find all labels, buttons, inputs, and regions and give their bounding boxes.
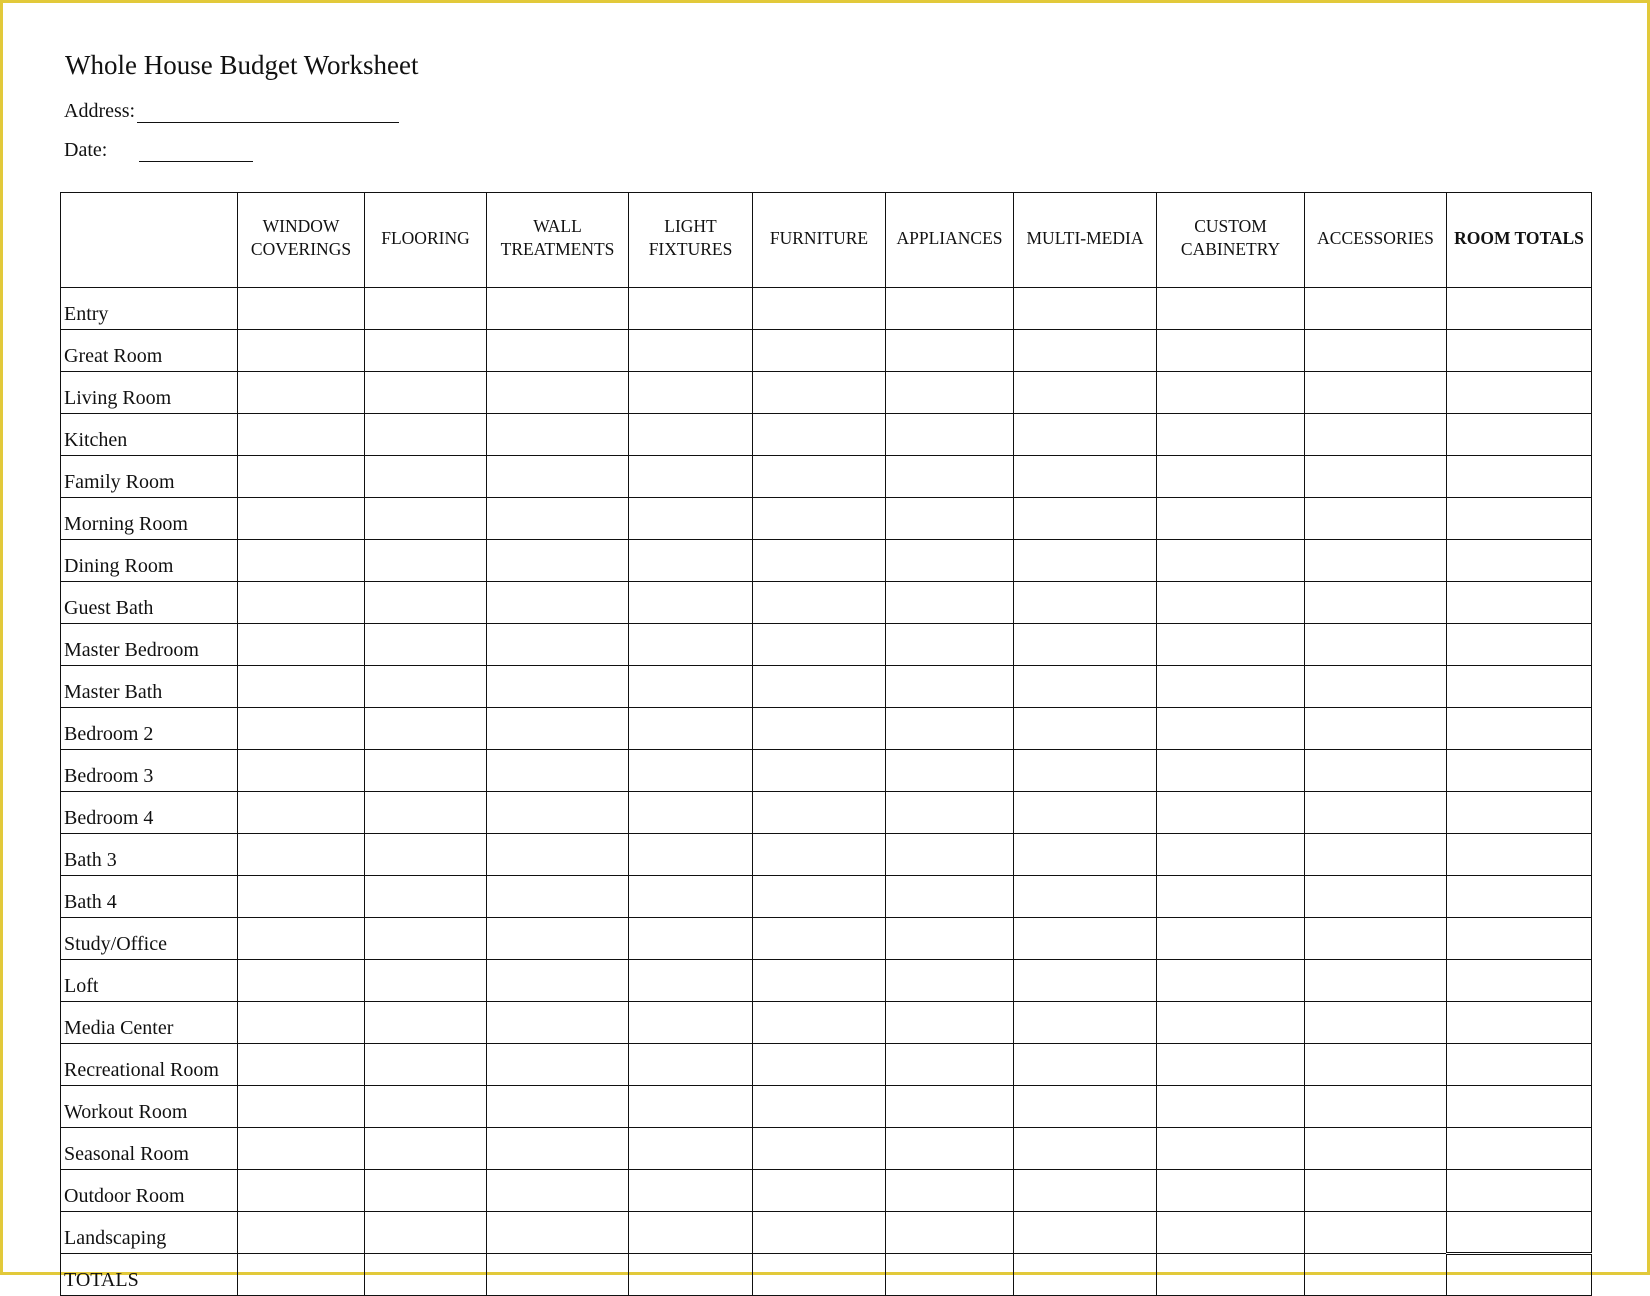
budget-cell-multi-media[interactable] <box>1014 1170 1157 1212</box>
budget-cell-accessories[interactable] <box>1305 960 1447 1002</box>
budget-cell-accessories[interactable] <box>1305 834 1447 876</box>
budget-cell-custom-cabinetry[interactable] <box>1157 330 1305 372</box>
budget-cell-appliances[interactable] <box>886 918 1014 960</box>
budget-cell-custom-cabinetry[interactable] <box>1157 1044 1305 1086</box>
table-row <box>61 960 1592 1002</box>
column-header-flooring: FLOORING <box>365 193 487 288</box>
budget-cell-flooring[interactable] <box>365 1086 487 1128</box>
budget-cell-custom-cabinetry[interactable] <box>1157 1002 1305 1044</box>
budget-cell-multi-media[interactable] <box>1014 792 1157 834</box>
budget-cell-room-totals[interactable] <box>1447 414 1592 456</box>
budget-cell-multi-media[interactable] <box>1014 834 1157 876</box>
budget-cell-flooring[interactable] <box>365 456 487 498</box>
budget-cell-light-fixtures[interactable] <box>629 708 753 750</box>
budget-cell-wall-treatments[interactable] <box>487 750 629 792</box>
budget-cell-light-fixtures[interactable] <box>629 750 753 792</box>
budget-cell-window-coverings[interactable] <box>238 498 365 540</box>
table-row <box>61 624 1592 666</box>
budget-cell-room-totals[interactable] <box>1447 288 1592 330</box>
column-header-multi-media: MULTI-MEDIA <box>1014 193 1157 288</box>
budget-cell-appliances[interactable] <box>886 1170 1014 1212</box>
budget-cell-appliances[interactable] <box>886 666 1014 708</box>
budget-cell-window-coverings[interactable] <box>238 1002 365 1044</box>
budget-cell-multi-media[interactable] <box>1014 414 1157 456</box>
budget-cell-custom-cabinetry[interactable] <box>1157 750 1305 792</box>
budget-cell-custom-cabinetry[interactable] <box>1157 876 1305 918</box>
budget-cell-accessories[interactable] <box>1305 1044 1447 1086</box>
budget-cell-accessories[interactable] <box>1305 372 1447 414</box>
budget-cell-flooring[interactable] <box>365 1212 487 1254</box>
budget-cell-furniture[interactable] <box>753 666 886 708</box>
budget-cell-accessories[interactable] <box>1305 288 1447 330</box>
budget-cell-room-totals[interactable] <box>1447 708 1592 750</box>
budget-cell-furniture[interactable] <box>753 624 886 666</box>
budget-cell-room-totals[interactable] <box>1447 1086 1592 1128</box>
budget-cell-flooring[interactable] <box>365 792 487 834</box>
budget-cell-room-totals[interactable] <box>1447 1044 1592 1086</box>
budget-cell-flooring[interactable] <box>365 750 487 792</box>
budget-cell-room-totals[interactable] <box>1447 540 1592 582</box>
budget-cell-wall-treatments[interactable] <box>487 708 629 750</box>
budget-cell-room-totals[interactable] <box>1447 1002 1592 1044</box>
budget-cell-flooring[interactable] <box>365 414 487 456</box>
row-label: Family Room <box>61 456 238 498</box>
column-header-custom-cabinetry: CUSTOM CABINETRY <box>1157 193 1305 288</box>
row-label: Bath 3 <box>61 834 238 876</box>
budget-cell-window-coverings[interactable] <box>238 960 365 1002</box>
budget-cell-room-totals[interactable] <box>1447 1212 1592 1254</box>
budget-cell-wall-treatments[interactable] <box>487 624 629 666</box>
budget-cell-furniture[interactable] <box>753 750 886 792</box>
table-row <box>61 330 1592 372</box>
budget-cell-accessories[interactable] <box>1305 330 1447 372</box>
budget-cell-accessories[interactable] <box>1305 1086 1447 1128</box>
budget-cell-window-coverings[interactable] <box>238 456 365 498</box>
budget-cell-wall-treatments[interactable] <box>487 582 629 624</box>
budget-cell-light-fixtures[interactable] <box>629 372 753 414</box>
budget-cell-custom-cabinetry[interactable] <box>1157 1128 1305 1170</box>
budget-cell-furniture[interactable] <box>753 582 886 624</box>
budget-cell-window-coverings[interactable] <box>238 918 365 960</box>
budget-cell-appliances[interactable] <box>886 1128 1014 1170</box>
budget-cell-flooring[interactable] <box>365 1044 487 1086</box>
budget-cell-multi-media[interactable] <box>1014 666 1157 708</box>
budget-cell-custom-cabinetry[interactable] <box>1157 288 1305 330</box>
budget-cell-appliances[interactable] <box>886 540 1014 582</box>
budget-cell-flooring[interactable] <box>365 960 487 1002</box>
budget-cell-window-coverings[interactable] <box>238 540 365 582</box>
budget-cell-light-fixtures[interactable] <box>629 1128 753 1170</box>
budget-cell-wall-treatments[interactable] <box>487 330 629 372</box>
budget-cell-furniture[interactable] <box>753 372 886 414</box>
budget-cell-window-coverings[interactable] <box>238 750 365 792</box>
budget-cell-wall-treatments[interactable] <box>487 372 629 414</box>
budget-cell-flooring[interactable] <box>365 918 487 960</box>
budget-cell-accessories[interactable] <box>1305 876 1447 918</box>
budget-cell-appliances[interactable] <box>886 330 1014 372</box>
budget-cell-room-totals[interactable] <box>1447 330 1592 372</box>
budget-cell-furniture[interactable] <box>753 1002 886 1044</box>
budget-cell-window-coverings[interactable] <box>238 1086 365 1128</box>
budget-cell-furniture[interactable] <box>753 1212 886 1254</box>
row-label: Bedroom 2 <box>61 708 238 750</box>
budget-cell-light-fixtures[interactable] <box>629 414 753 456</box>
date-label: Date: <box>64 139 108 161</box>
budget-cell-room-totals[interactable] <box>1447 498 1592 540</box>
budget-cell-room-totals[interactable] <box>1447 876 1592 918</box>
budget-table <box>60 192 1592 1296</box>
budget-cell-window-coverings[interactable] <box>238 288 365 330</box>
budget-cell-furniture[interactable] <box>753 498 886 540</box>
page-title: Whole House Budget Worksheet <box>65 50 419 80</box>
budget-cell-appliances[interactable] <box>886 1212 1014 1254</box>
table-row <box>61 582 1592 624</box>
budget-cell-wall-treatments[interactable] <box>487 456 629 498</box>
budget-cell-wall-treatments[interactable] <box>487 792 629 834</box>
budget-cell-light-fixtures[interactable] <box>629 330 753 372</box>
table-row <box>61 1002 1592 1044</box>
budget-cell-light-fixtures[interactable] <box>629 582 753 624</box>
row-label: Living Room <box>61 372 238 414</box>
budget-cell-room-totals[interactable] <box>1447 1170 1592 1212</box>
budget-cell-window-coverings[interactable] <box>238 1044 365 1086</box>
budget-cell-wall-treatments[interactable] <box>487 540 629 582</box>
budget-cell-flooring[interactable] <box>365 498 487 540</box>
budget-cell-wall-treatments[interactable] <box>487 498 629 540</box>
budget-cell-multi-media[interactable] <box>1014 582 1157 624</box>
budget-cell-flooring[interactable] <box>365 834 487 876</box>
budget-cell-multi-media[interactable] <box>1014 498 1157 540</box>
budget-cell-accessories[interactable] <box>1305 1128 1447 1170</box>
table-row <box>61 1044 1592 1086</box>
table-row <box>61 918 1592 960</box>
budget-cell-light-fixtures[interactable] <box>629 792 753 834</box>
budget-cell-custom-cabinetry[interactable] <box>1157 918 1305 960</box>
table-row <box>61 750 1592 792</box>
budget-cell-window-coverings[interactable] <box>238 666 365 708</box>
budget-cell-multi-media[interactable] <box>1014 1086 1157 1128</box>
budget-cell-appliances[interactable] <box>886 1002 1014 1044</box>
budget-cell-multi-media[interactable] <box>1014 1044 1157 1086</box>
address-blank-line[interactable] <box>137 100 399 123</box>
budget-cell-accessories[interactable] <box>1305 792 1447 834</box>
budget-cell-custom-cabinetry[interactable] <box>1157 582 1305 624</box>
table-row <box>61 288 1592 330</box>
row-label: Master Bath <box>61 666 238 708</box>
column-header-light-fixtures: LIGHT FIXTURES <box>629 193 753 288</box>
budget-cell-window-coverings[interactable] <box>238 834 365 876</box>
row-label: Entry <box>61 288 238 330</box>
budget-cell-wall-treatments[interactable] <box>487 1044 629 1086</box>
budget-cell-appliances[interactable] <box>886 498 1014 540</box>
table-row <box>61 708 1592 750</box>
table-body <box>61 288 1592 1296</box>
budget-cell-custom-cabinetry[interactable] <box>1157 498 1305 540</box>
budget-cell-custom-cabinetry[interactable] <box>1157 1086 1305 1128</box>
row-label: Loft <box>61 960 238 1002</box>
budget-cell-light-fixtures[interactable] <box>629 834 753 876</box>
row-label: Workout Room <box>61 1086 238 1128</box>
column-header-wall-treatments: WALL TREATMENTS <box>487 193 629 288</box>
budget-cell-accessories[interactable] <box>1305 1170 1447 1212</box>
table-row <box>61 1086 1592 1128</box>
budget-cell-custom-cabinetry[interactable] <box>1157 834 1305 876</box>
budget-cell-room-totals[interactable] <box>1447 960 1592 1002</box>
table-row <box>61 666 1592 708</box>
budget-cell-furniture[interactable] <box>753 456 886 498</box>
table-row <box>61 876 1592 918</box>
budget-cell-accessories[interactable] <box>1305 498 1447 540</box>
budget-cell-flooring[interactable] <box>365 1002 487 1044</box>
budget-cell-appliances[interactable] <box>886 876 1014 918</box>
budget-cell-custom-cabinetry[interactable] <box>1157 1212 1305 1254</box>
budget-cell-appliances[interactable] <box>886 372 1014 414</box>
budget-cell-accessories[interactable] <box>1305 1002 1447 1044</box>
budget-cell-window-coverings[interactable] <box>238 582 365 624</box>
budget-cell-multi-media[interactable] <box>1014 288 1157 330</box>
budget-cell-furniture[interactable] <box>753 834 886 876</box>
budget-cell-room-totals[interactable] <box>1447 834 1592 876</box>
budget-cell-appliances[interactable] <box>886 792 1014 834</box>
budget-cell-accessories[interactable] <box>1305 624 1447 666</box>
budget-cell-furniture[interactable] <box>753 960 886 1002</box>
row-label: Outdoor Room <box>61 1170 238 1212</box>
budget-cell-room-totals[interactable] <box>1447 624 1592 666</box>
row-label: Study/Office <box>61 918 238 960</box>
budget-cell-flooring[interactable] <box>365 582 487 624</box>
row-label: Bedroom 4 <box>61 792 238 834</box>
budget-cell-appliances[interactable] <box>886 288 1014 330</box>
budget-cell-wall-treatments[interactable] <box>487 1212 629 1254</box>
table-row <box>61 1128 1592 1170</box>
budget-cell-wall-treatments[interactable] <box>487 288 629 330</box>
budget-cell-custom-cabinetry[interactable] <box>1157 456 1305 498</box>
budget-cell-appliances[interactable] <box>886 960 1014 1002</box>
column-header-window-coverings: WINDOW COVERINGS <box>238 193 365 288</box>
table-row <box>61 834 1592 876</box>
budget-cell-wall-treatments[interactable] <box>487 1002 629 1044</box>
row-label: Recreational Room <box>61 1044 238 1086</box>
header-row <box>61 193 1592 288</box>
budget-cell-room-totals[interactable] <box>1447 918 1592 960</box>
budget-cell-window-coverings[interactable] <box>238 876 365 918</box>
budget-cell-window-coverings[interactable] <box>238 792 365 834</box>
budget-cell-custom-cabinetry[interactable] <box>1157 792 1305 834</box>
budget-cell-furniture[interactable] <box>753 330 886 372</box>
budget-cell-flooring[interactable] <box>365 708 487 750</box>
budget-cell-light-fixtures[interactable] <box>629 1086 753 1128</box>
budget-cell-room-totals[interactable] <box>1447 666 1592 708</box>
row-label: Morning Room <box>61 498 238 540</box>
row-label: Bath 4 <box>61 876 238 918</box>
budget-cell-wall-treatments[interactable] <box>487 666 629 708</box>
budget-cell-furniture[interactable] <box>753 918 886 960</box>
budget-cell-furniture[interactable] <box>753 1044 886 1086</box>
budget-cell-window-coverings[interactable] <box>238 1212 365 1254</box>
date-field <box>64 139 253 162</box>
budget-cell-multi-media[interactable] <box>1014 750 1157 792</box>
budget-cell-flooring[interactable] <box>365 666 487 708</box>
budget-cell-flooring[interactable] <box>365 540 487 582</box>
budget-cell-custom-cabinetry[interactable] <box>1157 414 1305 456</box>
row-label: Seasonal Room <box>61 1128 238 1170</box>
table-row <box>61 372 1592 414</box>
budget-cell-room-totals[interactable] <box>1447 582 1592 624</box>
budget-cell-furniture[interactable] <box>753 1128 886 1170</box>
budget-cell-custom-cabinetry[interactable] <box>1157 666 1305 708</box>
column-header-accessories: ACCESSORIES <box>1305 193 1447 288</box>
budget-cell-window-coverings[interactable] <box>238 1170 365 1212</box>
budget-cell-custom-cabinetry[interactable] <box>1157 372 1305 414</box>
budget-cell-multi-media[interactable] <box>1014 456 1157 498</box>
budget-cell-furniture[interactable] <box>753 1086 886 1128</box>
budget-cell-appliances[interactable] <box>886 708 1014 750</box>
table-row <box>61 498 1592 540</box>
budget-cell-light-fixtures[interactable] <box>629 498 753 540</box>
budget-cell-accessories[interactable] <box>1305 414 1447 456</box>
row-label: Media Center <box>61 1002 238 1044</box>
budget-cell-multi-media[interactable] <box>1014 918 1157 960</box>
budget-cell-furniture[interactable] <box>753 414 886 456</box>
budget-cell-light-fixtures[interactable] <box>629 666 753 708</box>
budget-cell-accessories[interactable] <box>1305 750 1447 792</box>
budget-cell-appliances[interactable] <box>886 1086 1014 1128</box>
row-label: Guest Bath <box>61 582 238 624</box>
budget-cell-accessories[interactable] <box>1305 666 1447 708</box>
budget-cell-furniture[interactable] <box>753 876 886 918</box>
budget-cell-wall-treatments[interactable] <box>487 1086 629 1128</box>
table-row <box>61 1170 1592 1212</box>
budget-cell-window-coverings[interactable] <box>238 414 365 456</box>
budget-cell-wall-treatments[interactable] <box>487 960 629 1002</box>
budget-cell-accessories[interactable] <box>1305 456 1447 498</box>
budget-cell-light-fixtures[interactable] <box>629 876 753 918</box>
budget-cell-flooring[interactable] <box>365 372 487 414</box>
budget-cell-furniture[interactable] <box>753 708 886 750</box>
budget-cell-room-totals[interactable] <box>1447 792 1592 834</box>
budget-cell-custom-cabinetry[interactable] <box>1157 708 1305 750</box>
budget-cell-furniture[interactable] <box>753 288 886 330</box>
budget-cell-accessories[interactable] <box>1305 1212 1447 1254</box>
budget-cell-room-totals[interactable] <box>1447 456 1592 498</box>
date-blank-line[interactable] <box>139 139 253 162</box>
budget-cell-wall-treatments[interactable] <box>487 918 629 960</box>
budget-cell-light-fixtures[interactable] <box>629 960 753 1002</box>
budget-cell-room-totals[interactable] <box>1447 750 1592 792</box>
budget-cell-multi-media[interactable] <box>1014 624 1157 666</box>
row-label: Great Room <box>61 330 238 372</box>
budget-cell-wall-treatments[interactable] <box>487 414 629 456</box>
budget-cell-multi-media[interactable] <box>1014 1128 1157 1170</box>
budget-cell-flooring[interactable] <box>365 876 487 918</box>
budget-cell-appliances[interactable] <box>886 1044 1014 1086</box>
budget-cell-light-fixtures[interactable] <box>629 918 753 960</box>
table-row <box>61 414 1592 456</box>
budget-cell-light-fixtures[interactable] <box>629 456 753 498</box>
budget-cell-flooring[interactable] <box>365 288 487 330</box>
budget-cell-light-fixtures[interactable] <box>629 540 753 582</box>
budget-cell-light-fixtures[interactable] <box>629 624 753 666</box>
budget-cell-appliances[interactable] <box>886 834 1014 876</box>
budget-cell-multi-media[interactable] <box>1014 960 1157 1002</box>
budget-cell-wall-treatments[interactable] <box>487 1128 629 1170</box>
budget-cell-custom-cabinetry[interactable] <box>1157 624 1305 666</box>
row-label: Kitchen <box>61 414 238 456</box>
budget-cell-window-coverings[interactable] <box>238 1128 365 1170</box>
column-header-appliances: APPLIANCES <box>886 193 1014 288</box>
table-row <box>61 1212 1592 1254</box>
row-label: Master Bedroom <box>61 624 238 666</box>
budget-cell-flooring[interactable] <box>365 624 487 666</box>
budget-cell-accessories[interactable] <box>1305 918 1447 960</box>
budget-cell-appliances[interactable] <box>886 624 1014 666</box>
row-label: Landscaping <box>61 1212 238 1254</box>
column-header-furniture: FURNITURE <box>753 193 886 288</box>
budget-cell-custom-cabinetry[interactable] <box>1157 540 1305 582</box>
budget-cell-multi-media[interactable] <box>1014 876 1157 918</box>
table-row <box>61 456 1592 498</box>
table-row <box>61 540 1592 582</box>
budget-cell-room-totals[interactable] <box>1447 1128 1592 1170</box>
budget-cell-furniture[interactable] <box>753 1170 886 1212</box>
budget-cell-furniture[interactable] <box>753 792 886 834</box>
budget-cell-multi-media[interactable] <box>1014 330 1157 372</box>
budget-cell-room-totals[interactable] <box>1447 372 1592 414</box>
budget-cell-accessories[interactable] <box>1305 540 1447 582</box>
budget-cell-light-fixtures[interactable] <box>629 288 753 330</box>
budget-cell-wall-treatments[interactable] <box>487 1170 629 1212</box>
budget-cell-multi-media[interactable] <box>1014 1002 1157 1044</box>
budget-cell-window-coverings[interactable] <box>238 330 365 372</box>
address-field <box>64 100 399 123</box>
budget-cell-flooring[interactable] <box>365 1170 487 1212</box>
budget-cell-multi-media[interactable] <box>1014 708 1157 750</box>
budget-cell-appliances[interactable] <box>886 750 1014 792</box>
row-label: TOTALS <box>61 1254 238 1296</box>
budget-cell-wall-treatments[interactable] <box>487 876 629 918</box>
budget-cell-window-coverings[interactable] <box>238 624 365 666</box>
budget-cell-light-fixtures[interactable] <box>629 1002 753 1044</box>
budget-cell-light-fixtures[interactable] <box>629 1044 753 1086</box>
budget-cell-light-fixtures[interactable] <box>629 1170 753 1212</box>
budget-cell-custom-cabinetry[interactable] <box>1157 1170 1305 1212</box>
budget-cell-flooring[interactable] <box>365 1128 487 1170</box>
header-corner-cell <box>61 193 238 288</box>
budget-cell-multi-media[interactable] <box>1014 540 1157 582</box>
budget-cell-accessories[interactable] <box>1305 708 1447 750</box>
budget-cell-appliances[interactable] <box>886 582 1014 624</box>
budget-cell-light-fixtures[interactable] <box>629 1212 753 1254</box>
budget-cell-multi-media[interactable] <box>1014 1212 1157 1254</box>
budget-cell-wall-treatments[interactable] <box>487 834 629 876</box>
budget-cell-appliances[interactable] <box>886 414 1014 456</box>
address-label: Address: <box>64 100 136 122</box>
row-label: Dining Room <box>61 540 238 582</box>
budget-cell-custom-cabinetry[interactable] <box>1157 960 1305 1002</box>
budget-cell-flooring[interactable] <box>365 330 487 372</box>
column-header-room-totals: ROOM TOTALS <box>1447 193 1592 288</box>
table-row <box>61 792 1592 834</box>
budget-cell-multi-media[interactable] <box>1014 372 1157 414</box>
budget-cell-accessories[interactable] <box>1305 582 1447 624</box>
budget-cell-window-coverings[interactable] <box>238 372 365 414</box>
budget-cell-window-coverings[interactable] <box>238 708 365 750</box>
budget-cell-appliances[interactable] <box>886 456 1014 498</box>
budget-cell-furniture[interactable] <box>753 540 886 582</box>
row-label: Bedroom 3 <box>61 750 238 792</box>
